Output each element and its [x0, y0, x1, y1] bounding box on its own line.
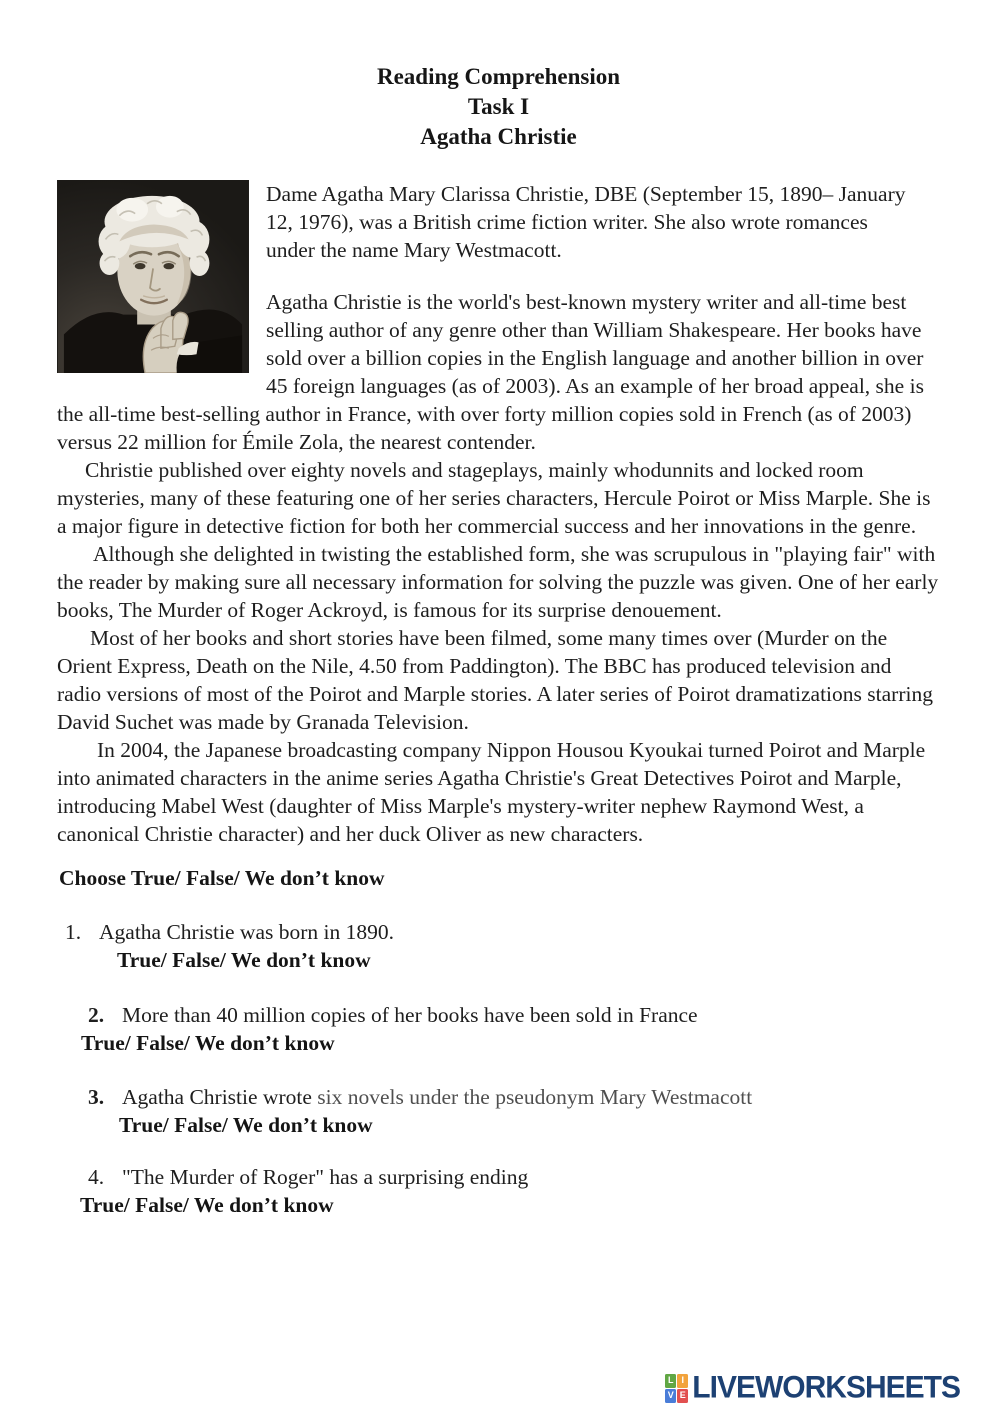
- logo-square-e: E: [677, 1389, 688, 1403]
- question-3-options[interactable]: True/ False/ We don’t know: [119, 1113, 373, 1137]
- question-2: [57, 1001, 940, 1057]
- paragraph-6: In 2004, the Japanese broadcasting company Nippon Housou Kyoukai turned Poirot and Marple into animated characters in the anime series Agatha Christie's Great Detectives Poirot and Marple, introducing Mabel West (daughter of Miss Marple's mystery-writer nephew Raymond West, a canonical Christie character) and her duck Oliver as new characters.: [57, 738, 926, 846]
- question-3: [57, 1083, 940, 1139]
- question-4-number: 4.: [88, 1165, 105, 1189]
- question-4-text: "The Murder of Roger" has a surprising ending: [122, 1165, 529, 1189]
- liveworksheets-footer[interactable]: [665, 1371, 960, 1405]
- question-1-options[interactable]: True/ False/ We don’t know: [117, 948, 371, 972]
- question-3-text-line: [88, 1083, 940, 1111]
- question-3-text-gray: six novels under the pseudonym Mary Westmacott: [317, 1085, 753, 1109]
- paragraph-2: Agatha Christie is the world's best-known mystery writer and all-time best selling author of any genre other than William Shakespeare. Her books have sold over a billion copies in the English language and another billion in over 45 foreign languages (as of 2003). As an example of her broad appeal, she is the all-time best-selling author in France, with over forty million copies sold in French (as of 2003) versus 22 million for Émile Zola, the nearest contender.: [57, 290, 924, 454]
- paragraph-4: Although she delighted in twisting the established form, she was scrupulous in "playing fair" with the reader by making sure all necessary information for solving the puzzle was given. One of her early books, The Murder of Roger Ackroyd, is famous for its surprise denouement.: [57, 542, 939, 622]
- question-2-text-line: [88, 1001, 940, 1029]
- title-line-1: Reading Comprehension: [376, 64, 621, 89]
- questions-section: [57, 918, 940, 1219]
- reading-passage: [57, 180, 940, 1219]
- question-1-number: 1.: [65, 920, 82, 944]
- question-3-text: Agatha Christie wrote: [122, 1085, 318, 1109]
- title-line-3: Agatha Christie: [420, 124, 577, 149]
- paragraph-3: Christie published over eighty novels and stageplays, mainly whodunnits and locked room mysteries, many of these featuring one of her series characters, Hercule Poirot or Miss Marple. She is a major figure in detective fiction for both her commercial success and her innovations in the genre.: [57, 458, 931, 538]
- liveworksheets-wordmark: LIVEWORKSHEETS: [692, 1370, 960, 1405]
- logo-square-l: L: [665, 1374, 676, 1388]
- question-1-text-line: [65, 918, 940, 946]
- agatha-christie-photo: [57, 180, 249, 373]
- question-1-text: Agatha Christie was born in 1890.: [99, 920, 394, 944]
- question-4-options[interactable]: True/ False/ We don’t know: [80, 1193, 334, 1217]
- question-2-options[interactable]: True/ False/ We don’t know: [81, 1031, 335, 1055]
- instruction-heading: Choose True/ False/ We don’t know: [59, 866, 385, 890]
- liveworksheets-logo-icon: [665, 1374, 688, 1403]
- question-4: [57, 1163, 940, 1219]
- question-2-number: 2.: [88, 1003, 105, 1027]
- title-line-2: Task I: [467, 94, 530, 119]
- question-1: [57, 918, 940, 974]
- paragraph-5: Most of her books and short stories have been filmed, some many times over (Murder on the Orient Express, Death on the Nile, 4.50 from Paddington). The BBC has produced television and radio versions of most of the Poirot and Marple stories. A later series of Poirot dramatizations starring David Suchet was made by Granada Television.: [57, 626, 933, 734]
- paragraph-1: Dame Agatha Mary Clarissa Christie, DBE (September 15, 1890– January 12, 1976), was a British crime fiction writer. She also wrote romances under the name Mary Westmacott.: [266, 182, 906, 262]
- portrait-illustration: [57, 180, 249, 373]
- worksheet-title: [57, 62, 940, 152]
- question-3-number: 3.: [88, 1085, 105, 1109]
- question-2-text: More than 40 million copies of her books have been sold in France: [122, 1003, 698, 1027]
- question-4-text-line: [88, 1163, 940, 1191]
- logo-square-i: I: [677, 1374, 688, 1388]
- logo-square-v: V: [665, 1389, 676, 1403]
